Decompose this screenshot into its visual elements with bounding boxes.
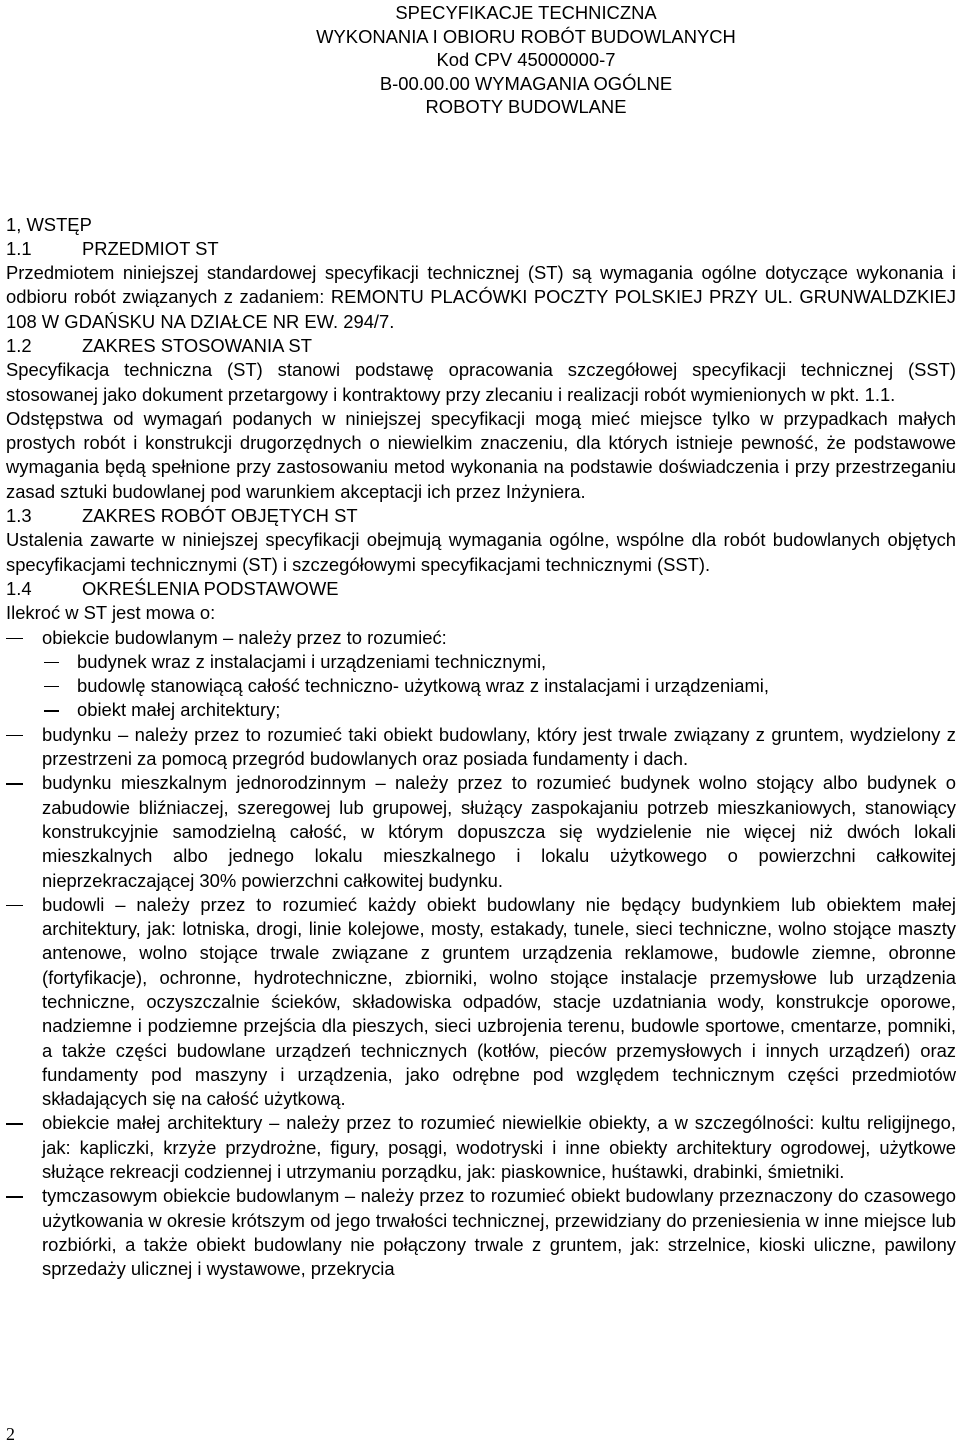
definition-item: obiekcie budowlanym – należy przez to rozumieć:: [6, 626, 956, 650]
paragraph-works-scope: Ustalenia zawarte w niniejszej specyfikacji obejmują wymagania ogólne, wspólne dla robót budowlanych objętych specyfikacjami technicznymi (ST) i szczegółowymi specyfikacjami technicznymi (SST).: [6, 529, 956, 575]
document-page: [6, 0, 956, 1282]
header-category: ROBOTY BUDOWLANE: [425, 96, 627, 117]
definition-sub-item: budowlę stanowiącą całość techniczno- użytkową wraz z instalacjami i urządzeniami,: [42, 674, 956, 698]
paragraph-scope: Specyfikacja techniczna (ST) stanowi podstawę opracowania szczegółowej specyfikacji technicznej (SST) stosowanej jako dokument przetargowy i kontraktowy przy zlecaniu i realizacji robót wymienionych w pkt. 1.1.: [6, 359, 956, 405]
heading-text: OKREŚLENIA PODSTAWOWE: [82, 577, 339, 599]
heading-1-4: [6, 577, 956, 601]
document-header: [96, 0, 956, 119]
definitions-intro: Ilekroć w ST jest mowa o:: [6, 602, 216, 624]
header-spec-code: B-00.00.00 WYMAGANIA OGÓLNE: [379, 72, 673, 94]
heading-text: PRZEDMIOT ST: [82, 237, 219, 259]
paragraph-deviations: Odstępstwa od wymagań podanych w niniejszej specyfikacji mogą mieć miejsce tylko w przypadkach małych prostych robót i konstrukcji drugorzędnych o niewielkim znaczeniu, dla których istnieje pewność, że podstawowe wymagania będą spełnione przy zastosowaniu metod wykonania na podstawie doświadczenia i przy przestrzeganiu zasad sztuki budowlanej pod warunkiem akceptacji ich przez Inżyniera.: [6, 407, 956, 502]
heading-1-2: [6, 334, 956, 358]
heading-text: ZAKRES STOSOWANIA ST: [82, 334, 312, 356]
heading-number: 1.1: [6, 237, 32, 259]
definition-sub-item: budynek wraz z instalacjami i urządzeniami technicznymi,: [42, 650, 956, 674]
heading-number: 1.2: [6, 334, 32, 356]
definition-item: budynku – należy przez to rozumieć taki obiekt budowlany, który jest trwale związany z gruntem, wydzielony z przestrzeni za pomocą przegród budowlanych oraz posiada fundamenty i dach.: [6, 723, 956, 772]
heading-text: ZAKRES ROBÓT OBJĘTYCH ST: [82, 505, 358, 527]
heading-1-1: [6, 237, 956, 261]
definition-item: tymczasowym obiekcie budowlanym – należy przez to rozumieć obiekt budowlany przeznaczony do czasowego użytkowania w okresie krótszym od jego trwałości technicznej, przewidziany do przeniesienia w inne miejsce lub rozbiórki, a także obiekt budowlany nie połączony trwale z gruntem, jak: strzelnice, kioski uliczne, pawilony sprzedaży ulicznej i wystawowe, przekrycia: [6, 1184, 956, 1281]
header-cpv-code: Kod CPV 45000000-7: [436, 49, 616, 70]
heading-number: 1.4: [6, 577, 32, 599]
heading-number: 1.3: [6, 505, 32, 527]
section-heading-intro: 1, WSTĘP: [6, 213, 92, 235]
page-number: 2: [6, 1424, 15, 1444]
header-subtitle-line: WYKONANIA I OBIORU ROBÓT BUDOWLANYCH: [316, 25, 736, 47]
definition-sub-item: obiekt małej architektury;: [42, 698, 956, 722]
definition-item: budowli – należy przez to rozumieć każdy obiekt budowlany nie będący budynkiem lub obiektem małej architektury, jak: lotniska, drogi, linie kolejowe, mosty, estakady, tunele, sieci techniczne, wolno stojące maszty antenowe, wolno stojące trwale związane z gruntem urządzenia reklamowe, budowle ziemne, obronne (fortyfikacje), ochronne, hydrotechniczne, zbiorniki, wolno stojące instalacje przemysłowe lub urządzenia techniczne, oczyszczalnie ścieków, składowiska odpadów, stacje uzdatniania wody, konstrukcje oporowe, nadziemne i podziemne przejścia dla pieszych, sieci uzbrojenia terenu, budowle sportowe, cmentarze, pomniki, a także części budowlane urządzeń technicznych (kotłów, pieców przemysłowych i innych urządzeń) oraz fundamenty pod maszyny i urządzenia, jako odrębne pod względem technicznym części przedmiotów składających się na całość użytkową.: [6, 893, 956, 1112]
heading-1-3: [6, 504, 956, 528]
definition-item: budynku mieszkalnym jednorodzinnym – należy przez to rozumieć budynek wolno stojący albo budynek o zabudowie bliźniaczej, szeregowej lub grupowej, służący zaspokajaniu potrzeb mieszkaniowych, stanowiący konstrukcyjnie samodzielną całość, w którym dopuszcza się wydzielenie nie więcej niż dwóch lokali mieszkalnych albo jednego lokalu mieszkalnego i lokalu użytkowego o powierzchni całkowitej nieprzekraczającej 30% powierzchni całkowitej budynku.: [6, 771, 956, 892]
header-title-line: SPECYFIKACJE TECHNICZNA: [395, 2, 657, 23]
definition-item: obiekcie małej architektury – należy przez to rozumieć niewielkie obiekty, a w szczególności: kultu religijnego, jak: kapliczki, krzyże przydrożne, figury, posągi, wodotryski i inne obiekty architektury ogrodowej, użytkowe służące rekreacji codziennej i utrzymaniu porządku, jak: piaskownice, huśtawki, drabinki, śmietniki.: [6, 1111, 956, 1184]
paragraph-subject: Przedmiotem niniejszej standardowej specyfikacji technicznej (ST) są wymagania ogólne dotyczące wykonania i odbioru robót związanych z zadaniem: REMONTU PLACÓWKI POCZTY POLSKIEJ PRZY UL. GRUNWALDZKIEJ 108 W GDAŃSKU NA DZIAŁCE NR EW. 294/7.: [6, 262, 956, 332]
